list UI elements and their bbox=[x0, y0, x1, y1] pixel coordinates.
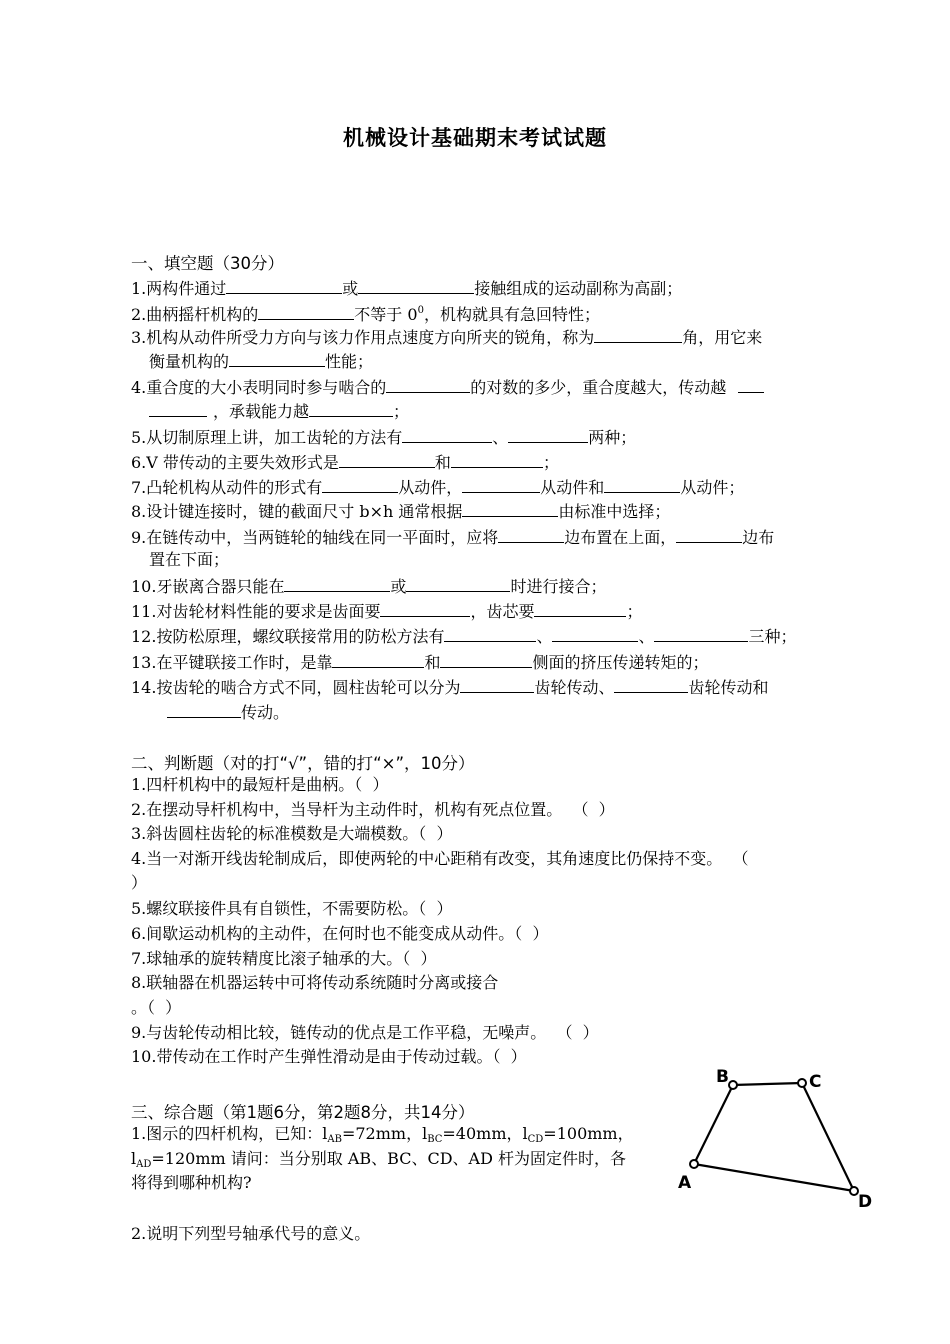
fill-q9: 9.在链传动中，当两链轮的轴线在同一平面时，应将 边布置在上面， 边布 bbox=[131, 528, 775, 547]
blank bbox=[498, 526, 564, 543]
section-comp-heading: 三、综合题（第1题6分，第2题8分，共14分） bbox=[131, 1103, 475, 1122]
comp-q1-line1: 1.图示的四杆机构，已知：$l_{AB}=72mm$，$l_{BC}=40mm$，$l_{CD}=100mm$， bbox=[131, 1124, 634, 1145]
blank bbox=[339, 451, 435, 468]
blank bbox=[614, 676, 688, 693]
blank bbox=[284, 575, 390, 592]
blank bbox=[444, 625, 536, 642]
blank bbox=[167, 701, 241, 718]
page-title: 机械设计基础期末考试试题 bbox=[343, 126, 607, 150]
fill-q4: 4.重合度的大小表明同时参与啮合的 的对数的多少，重合度越大，传动越 bbox=[131, 376, 764, 398]
section-fill-heading: 一、填空题（30分） bbox=[131, 254, 284, 273]
comp-q1-line2: $l_{AD}=120mm$ 请问：当分别取 AB、BC、CD、AD 杆为固定件时，各 bbox=[131, 1149, 626, 1170]
comp-q2: 2.说明下列型号轴承代号的意义。 bbox=[131, 1224, 371, 1243]
blank bbox=[402, 426, 492, 443]
joint-a bbox=[690, 1160, 698, 1168]
blank bbox=[440, 651, 532, 668]
blank bbox=[309, 400, 393, 417]
joint-c bbox=[798, 1079, 806, 1087]
judge-item: 10.带传动在工作时产生弹性滑动是由于传动过载。（ ） bbox=[131, 1047, 527, 1066]
joint-b bbox=[729, 1081, 737, 1089]
judge-item: 5.螺纹联接件具有自锁性，不需要防松。（ ） bbox=[131, 899, 453, 918]
judge-item: 2.在摆动导杆机构中，当导杆为主动件时，机构有死点位置。 （ ） bbox=[131, 800, 615, 819]
fill-q3-cont: 衡量机构的 性能； bbox=[149, 352, 374, 371]
judge-item: 4.当一对渐开线齿轮制成后，即使两轮的中心距稍有改变，其角速度比仍保持不变。 （ bbox=[131, 849, 749, 868]
blank bbox=[258, 303, 354, 320]
judge-item: ） bbox=[131, 873, 148, 892]
fill-q13: 13.在平键联接工作时，是靠 和 侧面的挤压传递转矩的； bbox=[131, 653, 709, 672]
judge-item: 。（ ） bbox=[131, 998, 182, 1017]
fill-q9-cont: 置在下面； bbox=[149, 550, 230, 569]
fill-q11: 11.对齿轮材料性能的要求是齿面要 ，齿芯要 ； bbox=[131, 602, 643, 621]
link-ab bbox=[694, 1085, 733, 1164]
judge-item: 7.球轴承的旋转精度比滚子轴承的大。（ ） bbox=[131, 949, 437, 968]
judge-item: 3.斜齿圆柱齿轮的标准模数是大端模数。（ ） bbox=[131, 824, 453, 843]
fill-q3: 3.机构从动件所受力方向与该力作用点速度方向所夹的锐角，称为 角，用它来 bbox=[131, 328, 763, 347]
link-cd bbox=[802, 1083, 854, 1191]
blank bbox=[386, 376, 470, 393]
judge-item: 6.间歇运动机构的主动件，在何时也不能变成从动件。（ ） bbox=[131, 924, 549, 943]
blank bbox=[594, 326, 682, 343]
four-bar-linkage-figure bbox=[672, 1062, 882, 1222]
joint-d bbox=[850, 1187, 858, 1195]
link-ad bbox=[694, 1164, 854, 1191]
label-a: A bbox=[678, 1173, 692, 1193]
fill-q7: 7.凸轮机构从动件的形式有 从动件， 从动件和 从动件； bbox=[131, 478, 745, 497]
judge-item: 8.联轴器在机器运转中可将传动系统随时分离或接合 bbox=[131, 973, 499, 992]
blank bbox=[462, 500, 558, 517]
label-d: D bbox=[858, 1192, 873, 1212]
blank bbox=[229, 350, 325, 367]
blank bbox=[358, 277, 474, 294]
blank bbox=[462, 476, 540, 493]
blank bbox=[149, 400, 207, 417]
link-bc bbox=[733, 1083, 802, 1085]
fill-q14: 14.按齿轮的啮合方式不同，圆柱齿轮可以分为 齿轮传动、 齿轮传动和 bbox=[131, 678, 769, 697]
fill-q1: 1.两构件通过 或 接触组成的运动副称为高副； bbox=[131, 279, 683, 298]
label-c: C bbox=[809, 1072, 822, 1092]
fill-q6: 6.V 带传动的主要失效形式是 和 ； bbox=[131, 453, 559, 472]
fill-q12: 12.按防松原理，螺纹联接常用的防松方法有 、 、 三种； bbox=[131, 627, 797, 646]
blank bbox=[380, 600, 470, 617]
blank bbox=[534, 600, 626, 617]
judge-item: 1.四杆机构中的最短杆是曲柄。（ ） bbox=[131, 775, 389, 794]
blank bbox=[676, 526, 742, 543]
blank bbox=[604, 476, 680, 493]
blank bbox=[654, 625, 748, 642]
fill-q2: 2.曲柄摇杆机构的 不等于 $0^0$，机构就具有急回特性； bbox=[131, 305, 600, 324]
blank bbox=[738, 376, 764, 393]
blank bbox=[552, 625, 638, 642]
blank bbox=[332, 651, 424, 668]
fill-q10: 10.牙嵌离合器只能在 或 时进行接合； bbox=[131, 577, 607, 596]
fill-q5: 5.从切制原理上讲，加工齿轮的方法有 、 两种； bbox=[131, 428, 637, 447]
fill-q8: 8.设计键连接时，键的截面尺寸 b×h 通常根据 由标准中选择； bbox=[131, 502, 671, 521]
label-b: B bbox=[716, 1067, 729, 1087]
fill-q14-cont: 传动。 bbox=[167, 701, 289, 723]
section-judge-heading: 二、判断题（对的打“√”，错的打“×”，10分） bbox=[131, 754, 475, 773]
blank bbox=[406, 575, 510, 592]
comp-q1-line3: 将得到哪种机构? bbox=[131, 1173, 252, 1192]
blank bbox=[451, 451, 543, 468]
blank bbox=[508, 426, 588, 443]
blank bbox=[460, 676, 534, 693]
judge-item: 9.与齿轮传动相比较，链传动的优点是工作平稳，无噪声。 （ ） bbox=[131, 1023, 599, 1042]
blank bbox=[322, 476, 398, 493]
fill-q4-cont: ，承载能力越 ； bbox=[149, 400, 409, 422]
blank bbox=[226, 277, 342, 294]
